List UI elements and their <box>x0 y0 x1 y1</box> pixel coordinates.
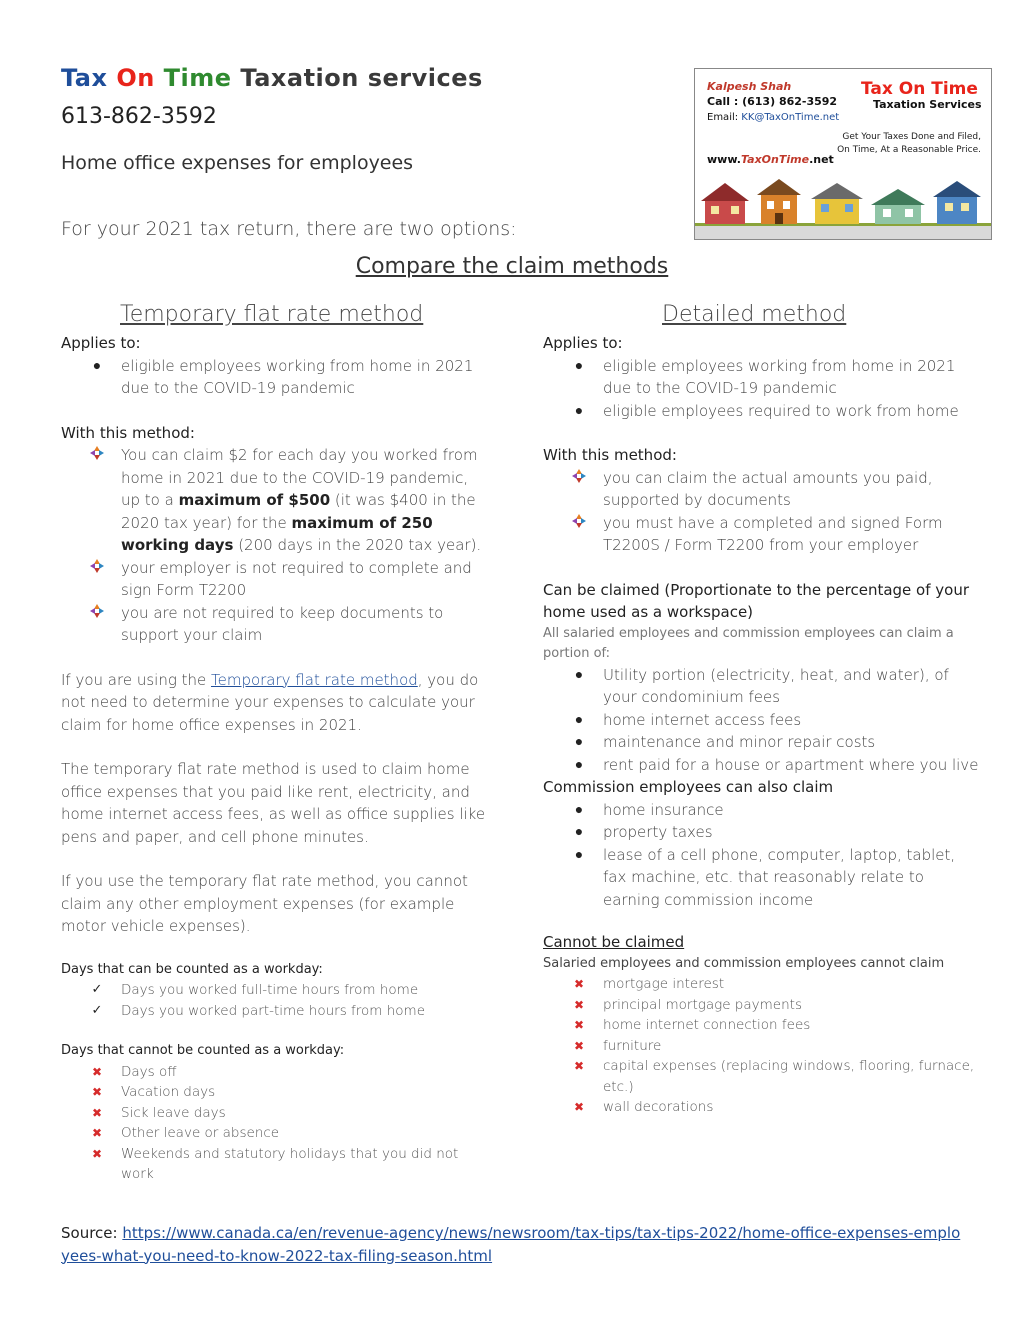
arrow-bullet-icon <box>571 467 587 490</box>
houses-illustration <box>695 179 991 239</box>
flat-p1-b: , you do not need to determine your expenses to calculate your claim for home office expenses in 2021. <box>61 670 479 734</box>
list-item <box>543 995 983 1016</box>
list-item <box>543 799 983 822</box>
cross-icon: ✖ <box>91 1105 103 1120</box>
list-item <box>543 1056 983 1097</box>
brand-title <box>61 64 483 92</box>
flat-paragraph-3: If you use the temporary flat rate method, you cannot claim any other employment expenses (for example motor vehicle expenses). <box>61 872 468 935</box>
flat-method-1a: You can claim $2 for each day you worked from home in 2021 due to the COVID-19 pandemic, up to a <box>121 446 478 509</box>
list-item <box>61 602 491 647</box>
detailed-heading: Detailed method <box>662 302 847 327</box>
commission-label: Commission employees can also claim <box>543 778 834 796</box>
card-web-prefix: www. <box>707 153 741 166</box>
card-title: Tax On Time <box>861 79 978 99</box>
can-claim-item: maintenance and minor repair costs <box>603 733 876 751</box>
detailed-applies-text: eligible employees required to work from home <box>603 401 959 420</box>
list-item <box>543 821 983 844</box>
workday-item: Days you worked part-time hours from home <box>121 1002 426 1019</box>
house-green-icon <box>871 189 925 224</box>
flat-rate-column <box>61 298 491 1185</box>
cannot-claim-label: Cannot be claimed <box>543 933 685 951</box>
house-blue-icon <box>933 181 981 224</box>
detailed-method-label: With this method: <box>543 446 677 464</box>
card-email-address: KK@TaxOnTime.net <box>741 112 840 123</box>
commission-item: lease of a cell phone, computer, laptop, tablet, fax machine, etc. that reasonably relate to earning commission income <box>603 845 956 909</box>
arrow-bullet-icon <box>571 512 587 535</box>
list-item <box>543 844 983 912</box>
bullet-icon: ● <box>92 357 102 374</box>
list-item <box>543 1036 983 1057</box>
flat-p1-a: If you are using the <box>61 670 211 689</box>
workday-label: Days that can be counted as a workday: <box>61 961 323 977</box>
flat-method-3: you are not required to keep documents to support your claim <box>121 603 444 644</box>
detailed-method-1: you can claim the actual amounts you paid, supported by documents <box>603 468 933 509</box>
detailed-applies-label: Applies to: <box>543 334 623 352</box>
nonwork-item: Sick leave days <box>121 1104 226 1121</box>
source-label: Source: <box>61 1224 123 1242</box>
workday-item: Days you worked full-time hours from home <box>121 982 419 998</box>
can-claim-item: Utility portion (electricity, heat, and water), of your condominium fees <box>603 665 949 706</box>
list-item <box>543 709 983 732</box>
flat-method-1c: (it was $400 in the 2020 tax year) for the <box>121 491 476 532</box>
cross-icon: ✖ <box>573 997 585 1012</box>
list-item <box>543 512 983 557</box>
list-item <box>61 1123 491 1144</box>
brand-word-time: Time <box>163 64 232 92</box>
list-item <box>61 355 491 400</box>
brand-word-tax: Tax <box>61 64 108 92</box>
page-subtitle: Home office expenses for employees <box>61 152 414 174</box>
checkmark-icon: ✓ <box>91 1002 103 1018</box>
nonwork-item: Weekends and statutory holidays that you did not work <box>121 1145 459 1182</box>
flat-paragraph-1 <box>61 669 491 737</box>
card-email-label: Email: <box>707 112 742 123</box>
bullet-icon: ● <box>574 824 584 840</box>
intro-text: For your 2021 tax return, there are two options: <box>61 218 517 240</box>
card-email <box>707 112 839 123</box>
list-item <box>61 1082 491 1103</box>
detailed-column <box>543 298 983 1118</box>
bullet-icon: ● <box>574 801 584 818</box>
flat-method-1e: (200 days in the 2020 tax year). <box>233 536 482 554</box>
cannot-claim-item: capital expenses (replacing windows, flooring, furnace, etc.) <box>603 1058 975 1095</box>
list-item <box>543 467 983 512</box>
brand-word-taxation: Taxation services <box>240 64 483 92</box>
card-web-main: TaxOnTime <box>740 153 810 166</box>
cross-icon: ✖ <box>91 1064 103 1079</box>
list-item <box>61 1103 491 1124</box>
cross-icon: ✖ <box>573 1059 585 1073</box>
flat-method-label: With this method: <box>61 423 195 442</box>
cannot-claim-item: principal mortgage payments <box>603 996 802 1013</box>
cross-icon: ✖ <box>91 1085 103 1099</box>
flat-method-max-days: maximum of 250 working days <box>121 513 433 554</box>
bullet-icon: ● <box>574 402 584 419</box>
list-item <box>543 1097 983 1118</box>
detailed-applies-text: eligible employees working from home in 2021 due to the COVID-19 pandemic <box>603 356 956 397</box>
detailed-method-2: you must have a completed and signed Form T2200S / Form T2200 from your employer <box>603 513 943 554</box>
can-claim-item: home internet access fees <box>603 710 802 729</box>
source-line <box>61 1222 961 1267</box>
nonwork-label: Days that cannot be counted as a workday: <box>61 1043 345 1058</box>
cannot-claim-item: home internet connection fees <box>603 1017 811 1033</box>
cross-icon: ✖ <box>573 1018 585 1032</box>
flat-method-max-amount: maximum of $500 <box>178 491 331 509</box>
cross-icon: ✖ <box>91 1126 103 1140</box>
cannot-claim-note: Salaried employees and commission employees cannot claim <box>543 955 945 971</box>
phone-number: 613-862-3592 <box>61 104 217 129</box>
flat-rate-link[interactable]: Temporary flat rate method <box>210 670 418 689</box>
brand-word-on: On <box>116 64 155 92</box>
card-subtitle: Taxation Services <box>873 98 982 111</box>
card-phone: Call : (613) 862-3592 <box>707 95 838 108</box>
flat-applies-label: Applies to: <box>61 334 141 352</box>
bullet-icon: ● <box>574 711 584 728</box>
flat-rate-heading: Temporary flat rate method <box>120 302 424 327</box>
flat-applies-text: eligible employees working from home in 2021 due to the COVID-19 pandemic <box>121 356 474 397</box>
card-website <box>707 153 834 166</box>
flat-method-2: your employer is not required to complete and sign Form T2200 <box>121 558 472 599</box>
list-item <box>61 444 491 557</box>
checkmark-icon: ✓ <box>91 982 103 997</box>
nonwork-item: Days off <box>121 1063 177 1080</box>
bullet-icon: ● <box>574 666 584 683</box>
commission-item: home insurance <box>603 800 724 819</box>
card-tagline: Get Your Taxes Done and Filed, On Time, At a Reasonable Price. <box>837 132 981 155</box>
list-item <box>543 754 983 777</box>
house-orange-icon <box>757 179 801 224</box>
cross-icon: ✖ <box>573 1100 585 1114</box>
compare-heading: Compare the claim methods <box>355 254 669 279</box>
cross-icon: ✖ <box>91 1146 103 1161</box>
bullet-icon: ● <box>574 846 584 863</box>
list-item <box>543 1015 983 1036</box>
list-item <box>543 400 983 423</box>
list-item <box>543 731 983 754</box>
arrow-bullet-icon <box>89 557 105 580</box>
cannot-claim-item: mortgage interest <box>603 976 725 992</box>
cannot-claim-item: furniture <box>603 1037 662 1054</box>
flat-paragraph-2: The temporary flat rate method is used to claim home office expenses that you paid like rent, electricity, and home internet access fees, as well as office supplies like pens and paper, and cell phone minutes. <box>61 760 486 846</box>
source-link[interactable]: https://www.canada.ca/en/revenue-agency/news/newsroom/tax-tips/tax-tips-2022/home-office-expenses-employees-what-you-need-to-know-2022-tax-filing-season.html <box>61 1224 961 1265</box>
can-claim-label: Can be claimed (Proportionate to the percentage of your home used as a workspace) <box>543 580 970 621</box>
can-claim-item: rent paid for a house or apartment where you live <box>603 755 979 774</box>
list-item <box>61 1001 491 1022</box>
list-item <box>61 557 491 602</box>
bullet-icon: ● <box>574 734 584 750</box>
can-claim-note: All salaried employees and commission employees can claim a portion of: <box>543 625 954 661</box>
cross-icon: ✖ <box>573 977 585 991</box>
cannot-claim-item: wall decorations <box>603 1099 714 1115</box>
house-yellow-icon <box>811 183 863 224</box>
cross-icon: ✖ <box>573 1038 585 1053</box>
card-web-suffix: .net <box>809 153 834 166</box>
arrow-bullet-icon <box>89 444 105 467</box>
bullet-icon: ● <box>574 357 584 374</box>
arrow-bullet-icon <box>89 602 105 625</box>
business-card <box>694 68 992 240</box>
card-name: Kalpesh Shah <box>707 80 792 93</box>
nonwork-item: Vacation days <box>121 1084 216 1100</box>
list-item <box>61 980 491 1001</box>
list-item <box>61 1144 491 1185</box>
list-item <box>543 355 983 400</box>
commission-item: property taxes <box>603 823 713 841</box>
nonwork-item: Other leave or absence <box>121 1125 280 1141</box>
bullet-icon: ● <box>574 756 584 773</box>
list-item <box>543 974 983 995</box>
list-item <box>61 1062 491 1083</box>
list-item <box>543 664 983 709</box>
house-red-icon <box>701 183 749 224</box>
